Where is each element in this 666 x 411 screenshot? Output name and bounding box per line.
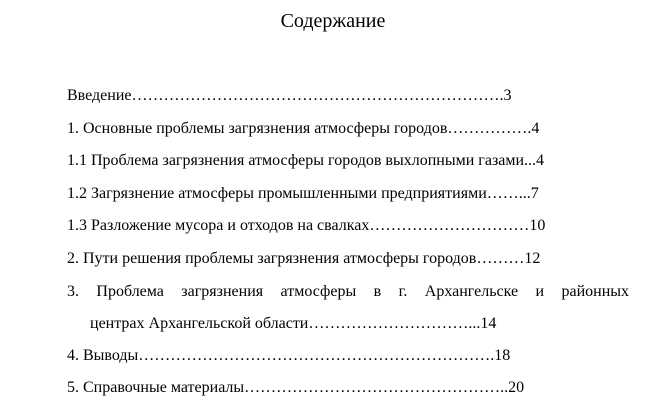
toc-entry-5: 5. Справочные материалы…………………………………………..20 bbox=[67, 379, 525, 396]
toc-entry-3-line-1: 3. Проблема загрязнения атмосферы в г. Архангельске и районных bbox=[67, 283, 629, 300]
toc-entry-1-3: 1.3 Разложение мусора и отходов на свалках…………………………10 bbox=[67, 217, 546, 234]
page-title: Содержание bbox=[280, 10, 386, 32]
toc-entry-2: 2. Пути решения проблемы загрязнения атмосферы городов………12 bbox=[67, 250, 541, 267]
toc-entry-1-2: 1.2 Загрязнение атмосферы промышленными предприятиями……...7 bbox=[67, 185, 539, 202]
toc-entry-introduction: Введение…………………………………………………………….3 bbox=[67, 87, 512, 104]
toc-entry-1: 1. Основные проблемы загрязнения атмосферы городов…………….4 bbox=[67, 120, 540, 137]
toc-entry-3-line-2: центрах Архангельской области…………………………...14 bbox=[90, 315, 497, 332]
toc-entry-1-1: 1.1 Проблема загрязнения атмосферы городов выхлопными газами...4 bbox=[67, 152, 545, 169]
toc-entry-4: 4. Выводы………………………………………………………….18 bbox=[67, 347, 511, 364]
